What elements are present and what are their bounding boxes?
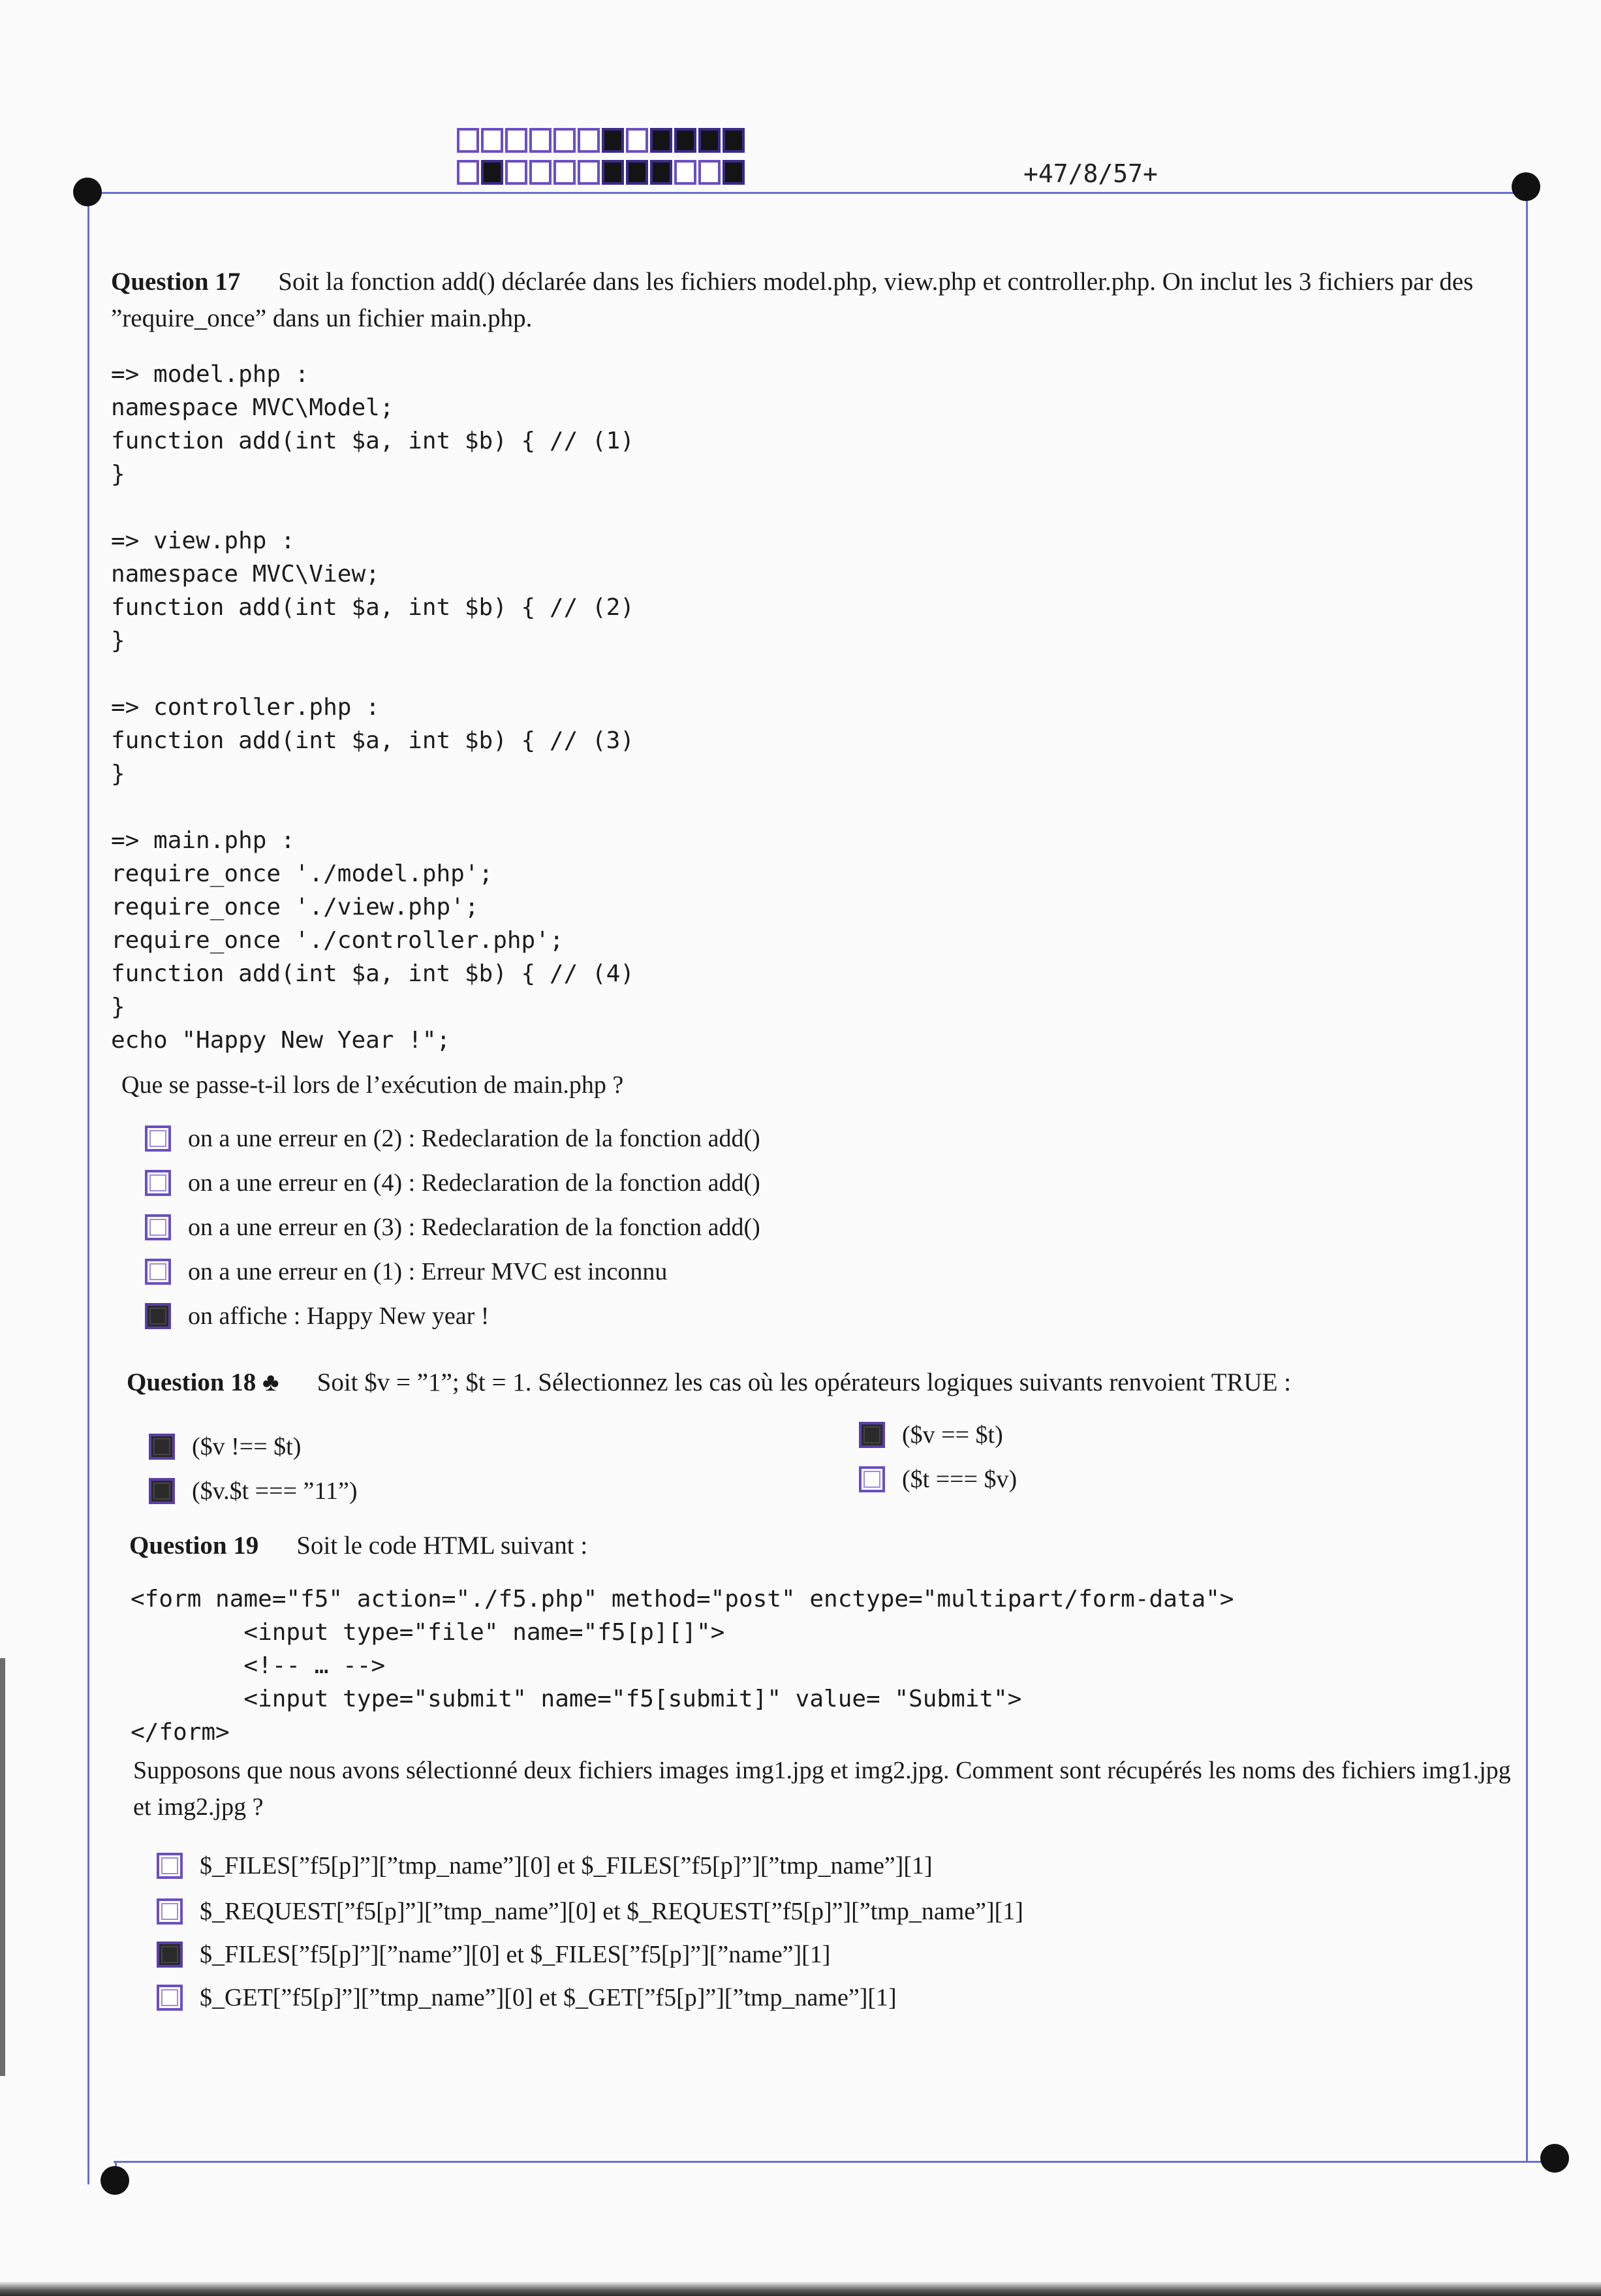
barcode-row-1 [457,128,747,153]
frame-bottom [114,2161,1556,2163]
question-19-option[interactable] [157,1851,933,1880]
checkbox[interactable] [145,1214,171,1240]
barcode-cell [602,160,624,185]
registration-mark-bottom-right [1540,2144,1569,2173]
barcode-cell [457,128,479,153]
option-label: ($v !== $t) [192,1433,302,1460]
checkbox[interactable] [859,1422,885,1448]
barcode-cell [626,160,648,185]
question-17-option[interactable] [145,1169,760,1197]
option-label: $_GET[”f5[p]”][”tmp_name”][0] et $_GET[”f5[p]”][”tmp_name”][1] [200,1984,897,2011]
question-17-prompt: Que se passe-t-il lors de l’exécution de main.php ? [121,1071,624,1099]
question-19-prompt: Supposons que nous avons sélectionné deux fichiers images img1.jpg et img2.jpg. Comment sont récupérés les noms des fichiers img1.jpg et img2.jpg ? [133,1757,1511,1821]
question-19-label: Question 19 [129,1532,259,1560]
barcode-cell [674,160,696,185]
barcode-cell [698,160,721,185]
question-17 [111,264,1508,337]
checkbox[interactable] [145,1170,171,1196]
barcode-cell [553,160,576,185]
barcode-cell [674,128,696,153]
question-17-option[interactable] [145,1302,489,1330]
option-label: on a une erreur en (1) : Erreur MVC est inconnu [188,1258,668,1285]
option-label: $_FILES[”f5[p]”][”tmp_name”][0] et $_FILES[”f5[p]”][”tmp_name”][1] [200,1852,933,1879]
checkbox[interactable] [149,1478,175,1504]
question-18-label: Question 18 ♣ [127,1368,279,1396]
barcode-cell [457,160,479,185]
barcode-cell [650,160,672,185]
barcode-cell [529,128,552,153]
question-19-text: Soit le code HTML suivant : [296,1532,588,1560]
checkbox[interactable] [157,1898,183,1925]
checkbox[interactable] [145,1125,171,1152]
barcode-cell [723,160,745,185]
barcode-cell [505,128,527,153]
barcode-cell [578,160,600,185]
registration-mark-top-right [1512,172,1540,201]
option-label: on affiche : Happy New year ! [188,1302,490,1330]
question-18-option[interactable] [859,1465,1017,1494]
question-17-option[interactable] [145,1124,760,1153]
question-18-option[interactable] [859,1421,1003,1449]
option-label: ($v.$t === ”11”) [192,1477,358,1505]
scan-edge-shadow [0,1658,5,2076]
barcode-cell [602,128,624,153]
barcode-cell [626,128,648,153]
question-17-text: Soit la fonction add() déclarée dans les fichiers model.php, view.php et controller.php. On inclut les 3 fichiers par des ”require_once” dans un fichier main.php. [111,268,1474,332]
checkbox[interactable] [157,1985,183,2011]
barcode-cell [481,128,503,153]
option-label: on a une erreur en (4) : Redeclaration de la fonction add() [188,1169,760,1197]
checkbox[interactable] [145,1303,171,1329]
checkbox[interactable] [859,1466,885,1492]
barcode-cell [481,160,503,185]
question-19-option[interactable] [157,1940,830,1969]
frame-left [87,192,89,2184]
option-label: $_REQUEST[”f5[p]”][”tmp_name”][0] et $_REQUEST[”f5[p]”][”tmp_name”][1] [200,1898,1023,1925]
question-19-code: <form name="f5" action="./f5.php" method="post" enctype="multipart/form-data"> <input type="file" name="f5[p][]"> <!-- … --> <input type="submit" name="f5[submit]" value= "Submit"> </form> [131,1586,1234,1746]
checkbox[interactable] [157,1942,183,1968]
barcode-cell [553,128,576,153]
question-19-option[interactable] [157,1983,897,2012]
option-label: on a une erreur en (3) : Redeclaration de la fonction add() [188,1214,760,1241]
barcode-cell [650,128,672,153]
option-label: $_FILES[”f5[p]”][”name”][0] et $_FILES[”f5[p]”][”name”][1] [200,1941,831,1968]
checkbox[interactable] [145,1259,171,1285]
question-19-option[interactable] [157,1897,1023,1926]
question-18-option[interactable] [149,1477,358,1505]
question-18-option[interactable] [149,1432,301,1461]
frame-right [1526,192,1528,2161]
question-19 [129,1528,1500,1564]
question-17-label: Question 17 [111,268,241,296]
option-label: on a une erreur en (2) : Redeclaration de la fonction add() [188,1125,760,1152]
frame-top [87,192,1527,194]
question-18 [127,1364,1510,1401]
checkbox[interactable] [149,1434,175,1460]
option-label: ($t === $v) [902,1466,1018,1493]
page-id: +47/8/57+ [1023,159,1158,188]
question-17-code: => model.php : namespace MVC\Model; function add(int $a, int $b) { // (1) } => view.php : namespace MVC\View; function add(int $a, int $b) { // (2) } => controller.php : function add(int $a, int $b) { // (3) } => main.php : require_once './model.php'; require_once './view.php'; require_once './controller.php'; function add(int $a, int $b) { // (4) } echo "Happy New Year !"; [111,361,634,1054]
registration-mark-bottom-left [101,2166,129,2195]
barcode-cell [698,128,721,153]
question-17-option[interactable] [145,1257,667,1286]
barcode-cell [505,160,527,185]
question-18-text: Soit $v = ”1”; $t = 1. Sélectionnez les cas où les opérateurs logiques suivants renvoient TRUE : [317,1368,1292,1396]
checkbox[interactable] [157,1853,183,1879]
option-label: ($v == $t) [902,1421,1003,1449]
barcode-row-2 [457,160,747,185]
barcode-cell [529,160,552,185]
barcode-cell [578,128,600,153]
barcode-cell [723,128,745,153]
scan-bottom-edge [0,2282,1601,2296]
registration-mark-top-left [73,178,102,206]
question-17-option[interactable] [145,1213,760,1242]
